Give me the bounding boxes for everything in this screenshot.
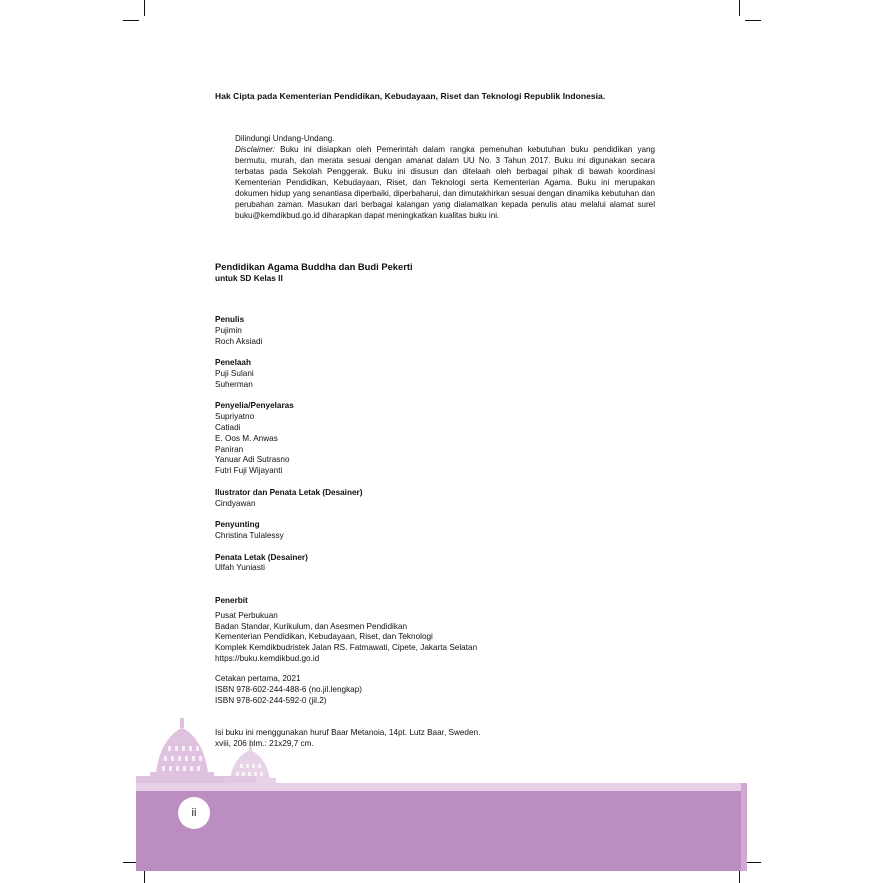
disclaimer-block (235, 133, 655, 221)
credit-name: Supriyatno (215, 412, 255, 422)
credit-group-supervisors (215, 401, 362, 477)
credit-name: Cindyawan (215, 498, 256, 508)
size-note: xviii, 206 hlm.: 21x29,7 cm. (215, 738, 314, 748)
typeface-block (215, 728, 480, 750)
credit-name: E. Oos M. Anwas (215, 433, 278, 443)
credit-name: Ulfah Yuniasti (215, 563, 265, 573)
publisher-line: Badan Standar, Kurikulum, dan Asesmen Pendidikan (215, 621, 408, 631)
credit-name: Christina Tulalessy (215, 530, 284, 540)
credit-group-illustrator (215, 488, 362, 510)
publisher-url: https://buku.kemdikbud.go.id (215, 653, 320, 663)
book-subtitle: untuk SD Kelas II (215, 273, 283, 283)
credit-name: Roch Aksiadi (215, 336, 263, 346)
credit-name: Catiadi (215, 422, 241, 432)
book-title: Pendidikan Agama Buddha dan Budi Pekerti (215, 261, 413, 272)
credit-role: Penyelia/Penyelaras (215, 401, 294, 411)
credit-role: Ilustrator dan Penata Letak (Desainer) (215, 487, 363, 497)
credit-role: Penyunting (215, 520, 260, 530)
credit-name: Paniran (215, 444, 244, 454)
credit-name: Futri Fuji Wijayanti (215, 466, 283, 476)
credits-list (215, 315, 362, 585)
publisher-line: Komplek Kemdikbudristek Jalan RS. Fatmawati, Cipete, Jakarta Selatan (215, 643, 478, 653)
footer-accent-stripe (136, 783, 747, 791)
publisher-line: Kementerian Pendidikan, Kebudayaan, Riset, dan Teknologi (215, 632, 433, 642)
footer-band (136, 791, 747, 871)
protected-by-law: Dilindungi Undang-Undang. (235, 134, 335, 143)
credit-group-writers (215, 315, 362, 347)
credit-role: Penulis (215, 315, 245, 324)
edition-info: Cetakan pertama, 2021 (215, 674, 301, 683)
printing-block (215, 674, 362, 706)
copyright-notice: Hak Cipta pada Kementerian Pendidikan, Kebudayaan, Riset dan Teknologi Republik Indonesia. (215, 91, 606, 101)
credit-group-reviewers (215, 358, 362, 390)
page-number: ii (178, 797, 210, 829)
footer-edge (741, 783, 747, 871)
credit-role: Penelaah (215, 358, 251, 368)
isbn-volume: ISBN 978-602-244-592-0 (jil.2) (215, 695, 327, 705)
font-note: Isi buku ini menggunakan huruf Baar Metanoia, 14pt. Lutz Baar, Sweden. (215, 728, 481, 737)
credit-name: Pujimin (215, 325, 242, 335)
disclaimer-text: Buku ini disiapkan oleh Pemerintah dalam rangka pemenuhan kebutuhan buku pendidikan yang bermutu, murah, dan merata sesuai dengan amanat dalam UU No. 3 Tahun 2017. Buku ini digunakan secara terbatas pada Sekolah Penggerak. Buku ini disusun dan ditelaah oleh berbagai pihak di bawah koordinasi Kementerian Pendidikan, Kebudayaan, Riset, dan Teknologi serta Kementerian Agama. Buku ini merupakan dokumen hidup yang senantiasa diperbaiki, diperbaharui, dan dimutakhirkan sesuai dengan dinamika kebutuhan dan perubahan zaman. Masukan dari berbagai kalangan yang dialamatkan kepada penulis atau melalui alamat surel buku@kemdikbud.go.id diharapkan dapat meningkatkan kualitas buku ini. (235, 145, 655, 220)
publisher-heading: Penerbit (215, 596, 248, 605)
disclaimer-label: Disclaimer: (235, 145, 276, 154)
credit-name: Puji Sulani (215, 368, 254, 378)
publisher-block (215, 596, 477, 665)
credit-name: Suherman (215, 379, 253, 389)
credit-group-editor (215, 520, 362, 542)
credit-role: Penata Letak (Desainer) (215, 552, 308, 562)
credit-group-layout (215, 553, 362, 575)
credit-name: Yanuar Adi Sutrasno (215, 455, 290, 465)
publisher-line: Pusat Perbukuan (215, 610, 278, 620)
book-title-block (215, 261, 413, 284)
isbn-full-set: ISBN 978-602-244-488-6 (no.jil.lengkap) (215, 684, 363, 694)
